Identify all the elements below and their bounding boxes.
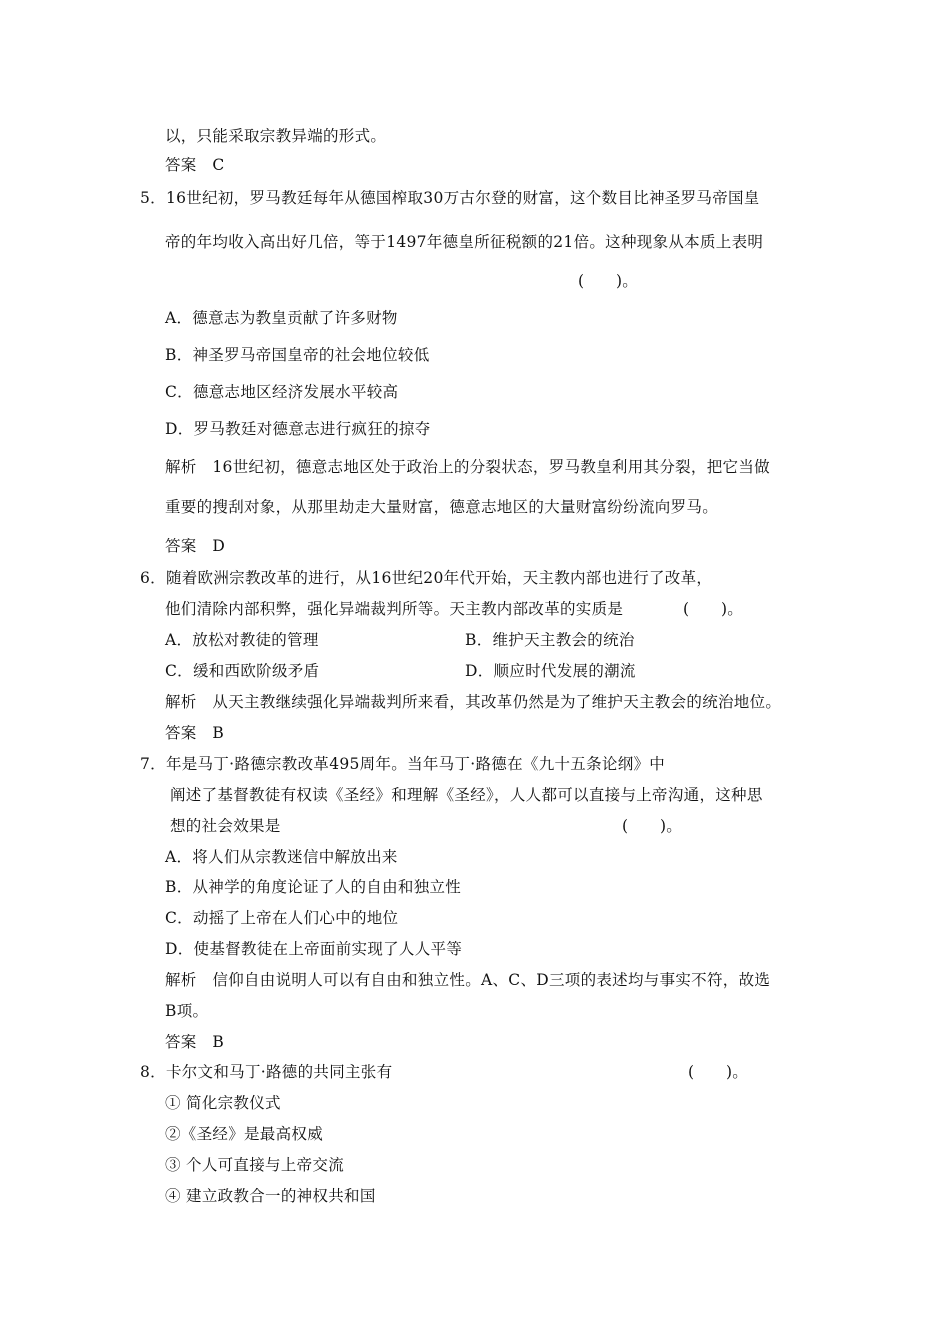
option-c: C．动摇了上帝在人们心中的地位 — [165, 909, 399, 927]
statement-3: ③ 个人可直接与上帝交流 — [165, 1156, 345, 1174]
question-5-stem: 5．16世纪初，罗马教廷每年从德国榨取30万古尔登的财富，这个数目比神圣罗马帝国皇 — [140, 189, 760, 207]
option-d: D．顺应时代发展的潮流 — [465, 662, 636, 680]
option-a: A．放松对教徒的管理 — [165, 631, 319, 649]
answer-line: 答案 B — [165, 1033, 225, 1051]
explanation-line: 重要的搜刮对象，从那里劫走大量财富，德意志地区的大量财富纷纷流向罗马。 — [165, 498, 719, 516]
option-d: D．罗马教廷对德意志进行疯狂的掠夺 — [165, 420, 431, 438]
statement-1: ① 简化宗教仪式 — [165, 1094, 281, 1112]
answer-line: 答案 B — [165, 724, 225, 742]
answer-line: 答案 D — [165, 537, 226, 555]
text-line: 以，只能采取宗教异端的形式。 — [165, 127, 387, 145]
explanation-line: 解析 16世纪初，德意志地区处于政治上的分裂状态，罗马教皇利用其分裂，把它当做 — [165, 458, 770, 476]
option-b: B．从神学的角度论证了人的自由和独立性 — [165, 878, 462, 896]
explanation-line: B项。 — [165, 1002, 209, 1020]
answer-line: 答案 C — [165, 156, 225, 174]
question-7-stem: 想的社会效果是 — [170, 817, 281, 835]
explanation-line: 解析 信仰自由说明人可以有自由和独立性。A、C、D三项的表述均与事实不符，故选 — [165, 971, 771, 989]
question-7-stem: 阐述了基督教徒有权读《圣经》和理解《圣经》，人人都可以直接与上帝沟通，这种思 — [170, 786, 763, 804]
option-d: D．使基督教徒在上帝面前实现了人人平等 — [165, 940, 463, 958]
option-a: A．将人们从宗教迷信中解放出来 — [165, 848, 398, 866]
option-c: C．德意志地区经济发展水平较高 — [165, 383, 399, 401]
option-b: B．神圣罗马帝国皇帝的社会地位较低 — [165, 346, 430, 364]
answer-bracket: ( )。 — [683, 600, 744, 618]
question-6-stem: 6．随着欧洲宗教改革的进行，从16世纪20年代开始，天主教内部也进行了改革， — [140, 569, 713, 587]
question-7-stem: 7．年是马丁·路德宗教改革495周年。当年马丁·路德在《九十五条论纲》中 — [140, 755, 666, 773]
answer-bracket: ( )。 — [578, 272, 639, 290]
answer-bracket: ( )。 — [688, 1063, 749, 1081]
option-c: C．缓和西欧阶级矛盾 — [165, 662, 320, 680]
option-b: B．维护天主教会的统治 — [465, 631, 635, 649]
explanation-line: 解析 从天主教继续强化异端裁判所来看，其改革仍然是为了维护天主教会的统治地位。 — [165, 693, 782, 711]
statement-2: ②《圣经》是最高权威 — [165, 1125, 324, 1143]
statement-4: ④ 建立政教合一的神权共和国 — [165, 1187, 376, 1205]
question-6-stem: 他们清除内部积弊，强化异端裁判所等。天主教内部改革的实质是 — [165, 600, 624, 618]
option-a: A．德意志为教皇贡献了许多财物 — [165, 309, 398, 327]
question-8-stem: 8．卡尔文和马丁·路德的共同主张有 — [140, 1063, 393, 1081]
answer-bracket: ( )。 — [622, 817, 683, 835]
question-5-stem: 帝的年均收入高出好几倍，等于1497年德皇所征税额的21倍。这种现象从本质上表明 — [165, 233, 764, 251]
